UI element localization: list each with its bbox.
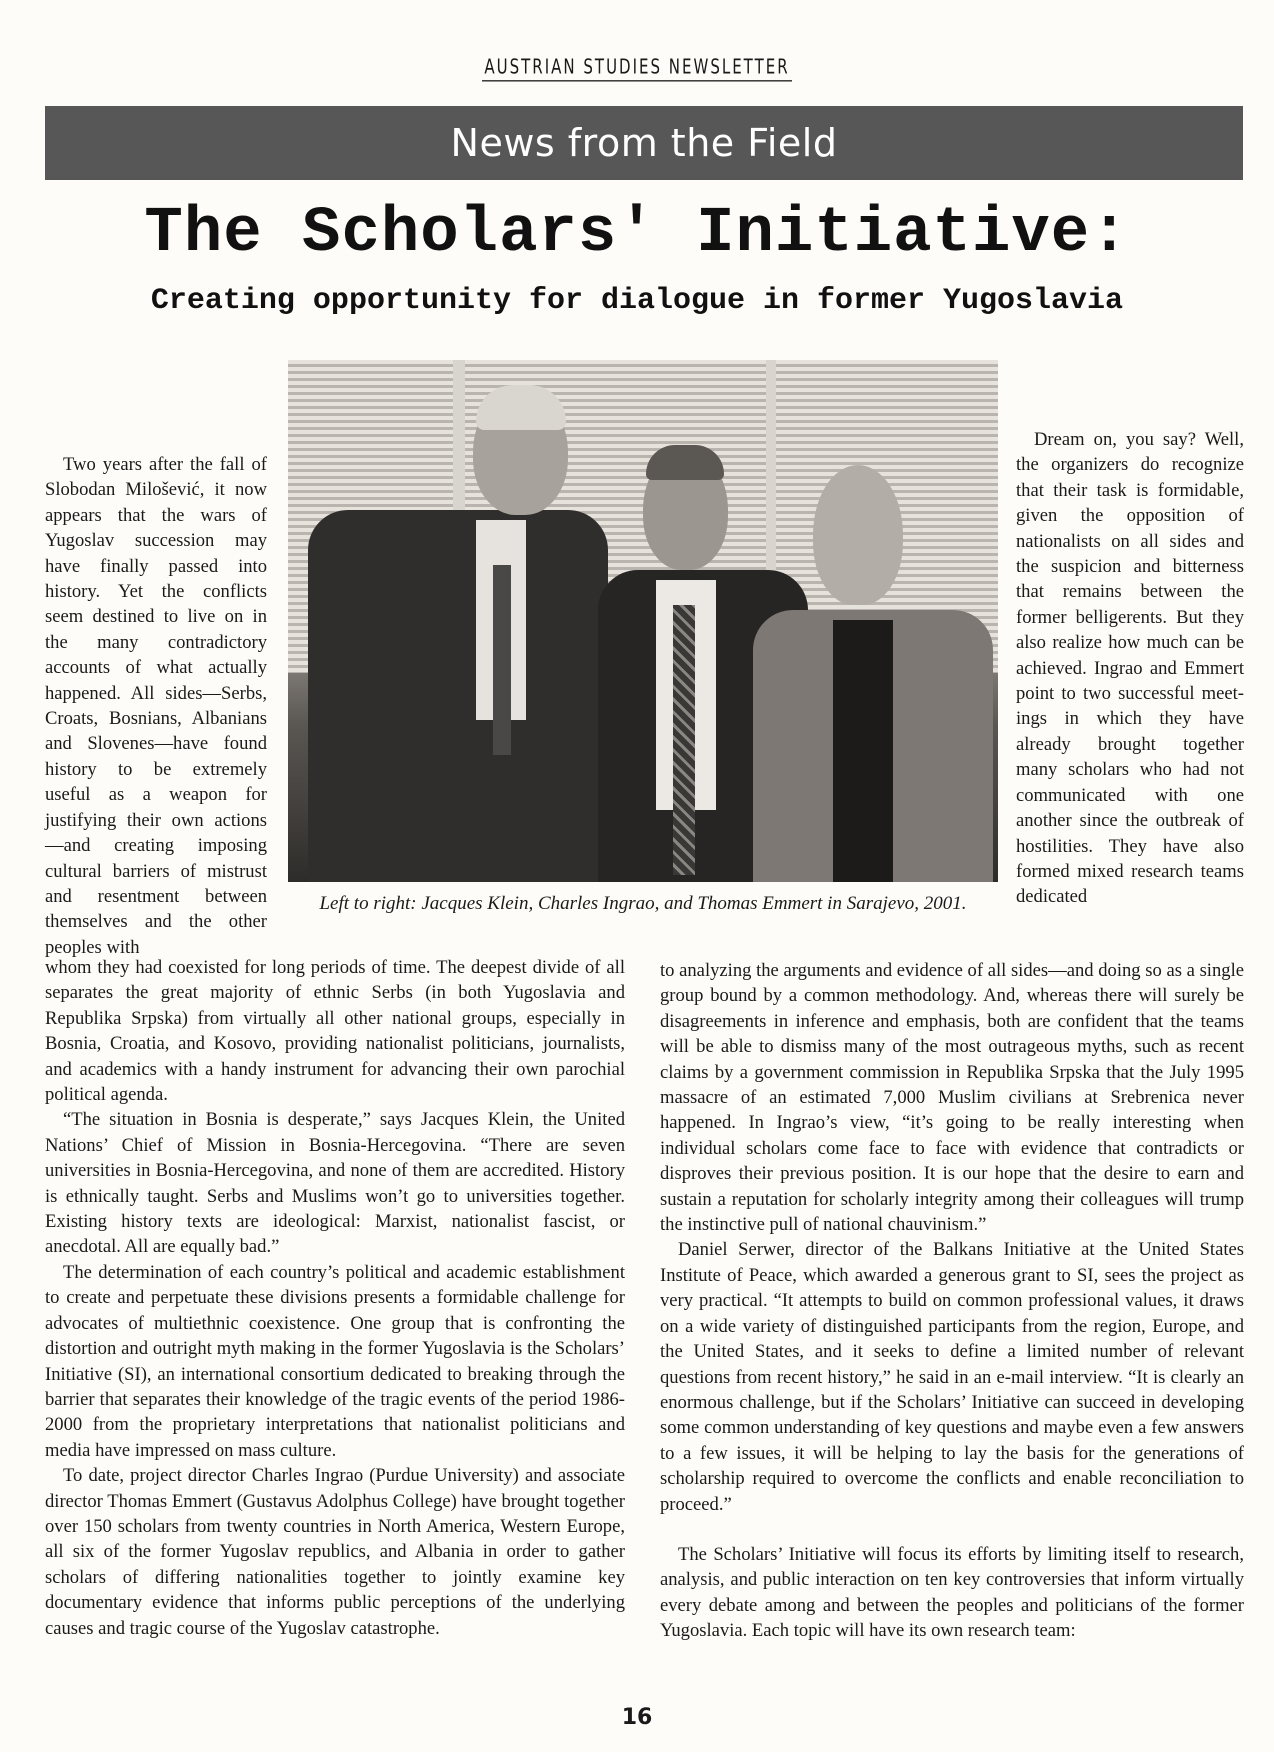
right-column-top — [1016, 427, 1244, 910]
right-column-bottom — [660, 958, 1244, 1644]
page-number: 16 — [621, 1705, 653, 1730]
paragraph: Daniel Serwer, director of the Balkans Initiative at the United States Institute of Peace, which awarded a generous grant to SI, sees the project as very practical. “It attempts to build on common professional values, it draws on a wide variety of distinguished participants from the region, Europe, and the United States, and it seeks to define a limited number of relevant questions from recent history,” he said in an e-mail interview. “It is clearly an enormous challenge, but if the Scholars’ Initiative can succeed in developing some common understanding of key questions and maybe even a few answers to a few issues, it will be helping to lay the basis for the generations of scholarship required to overcome the conflicts and enable reconciliation to proceed.” — [660, 1239, 1244, 1515]
masthead-title: AUSTRIAN STUDIES NEWSLETTER — [482, 55, 791, 82]
paragraph: The determination of each country’s political and academic establishment to create and perpetuate these divisions presents a formidable challenge for advocates of multiethnic coexistence. One group that is confronting the distortion and outright myth making in the former Yugoslavia is the Scholars’ Initiative (SI), an international consortium dedicated to breaking through the barrier that separates their knowledge of the tragic events of the period 1986-2000 from the proprietary interpretations that nationalist politicians and media have impressed on mass culture. — [45, 1261, 625, 1461]
section-title: News from the Field — [450, 121, 838, 165]
paragraph: To date, project director Charles Ingrao (Purdue University) and associate director Thomas Emmert (Gustavus Adolphus College) have brought together over 150 scholars from twenty countries in North America, Western Europe, all six of the former Yugoslav republics, and Albania in order to gather scholars of differing nationalities together to jointly examine key documentary evidence that informs public perceptions of the underlying causes and tragic course of the Yugoslav catastrophe. — [45, 1465, 625, 1639]
paragraph: whom they had coexisted for long periods of time. The deepest divide of all separates the great majority of ethnic Serbs (in both Yugoslavia and Republika Srpska) from virtually all other national groups, especially in Bosnia, Croatia, and Kosovo, providing nationalist politicians, journalists, and academics with a handy instrument for advancing their own parochial political agenda. — [45, 957, 625, 1106]
photo-caption: Left to right: Jacques Klein, Charles Ingrao, and Thomas Emmert in Sarajevo, 2001. — [319, 893, 967, 914]
newsletter-masthead — [0, 54, 1274, 79]
paragraph: Two years after the fall of Slobodan Milošević, it now appears that the wars of Yugoslav succession may have finally passed into history. Yet the conflicts seem destined to live on in the many contradictory accounts of what actually happened. All sides—Serbs, Croats, Bosnians, Albanians and Slovenes—have found history to be extremely useful as a weapon for justifying their own actions—and creating imposing cultural barriers of mistrust and resentment between themselves and the other peoples with — [45, 454, 267, 958]
paragraph: Dream on, you say? Well, the organizers do recognize that their task is formidable, given the opposition of nationalists on all sides and the suspicion and bitterness that remains between the former belligerents. But they also realize how much can be achieved. Ingrao and Emmert point to two successful meetings in which they have already brought together many scholars who had not communicated with one another since the outbreak of hostilities. They have also formed mixed research teams dedicated — [1016, 429, 1244, 908]
article-photo — [288, 360, 998, 882]
section-banner — [45, 106, 1243, 180]
paragraph: to analyzing the arguments and evidence of all sides—and doing so as a single group bound by a common methodology. And, whereas there will surely be disagreements in inference and emphasis, both are confident that the teams will be able to dismiss many of the most outrageous myths, such as recent claims by a government commission in Republika Srpska that the July 1995 massacre of an estimated 7,000 Muslim civilians at Srebrenica never happened. In Ingrao’s view, “it’s going to be really interesting when individual scholars come face to face with evidence that contradicts or disproves their previous position. It is our hope that the desire to earn and sustain a reputation for scholarly integrity among their colleagues will trump the instinctive pull of national chauvinism.” — [660, 960, 1244, 1236]
paragraph: The Scholars’ Initiative will focus its efforts by limiting itself to research, analysis, and public interaction on ten key controversies that inform virtually every debate among and between the peoples and politicians of the former Yugoslavia. Each topic will have its own research team: — [660, 1543, 1244, 1642]
paragraph: “The situation in Bosnia is desperate,” says Jacques Klein, the United Nations’ Chief of Mission in Bosnia-Hercegovina. “There are seven universities in Bosnia-Hercegovina, and none of them are accredited. History is ethnically taught. Serbs and Muslims won’t go to universities together. Existing history texts are ideological: Marxist, nationalist fascist, or anecdotal. All are equally bad.” — [45, 1109, 625, 1258]
left-column-bottom — [45, 955, 625, 1641]
article-title: The Scholars' Initiative: — [144, 198, 1130, 270]
left-column-top — [45, 452, 267, 960]
article-subtitle: Creating opportunity for dialogue in former Yugoslavia — [150, 284, 1124, 318]
